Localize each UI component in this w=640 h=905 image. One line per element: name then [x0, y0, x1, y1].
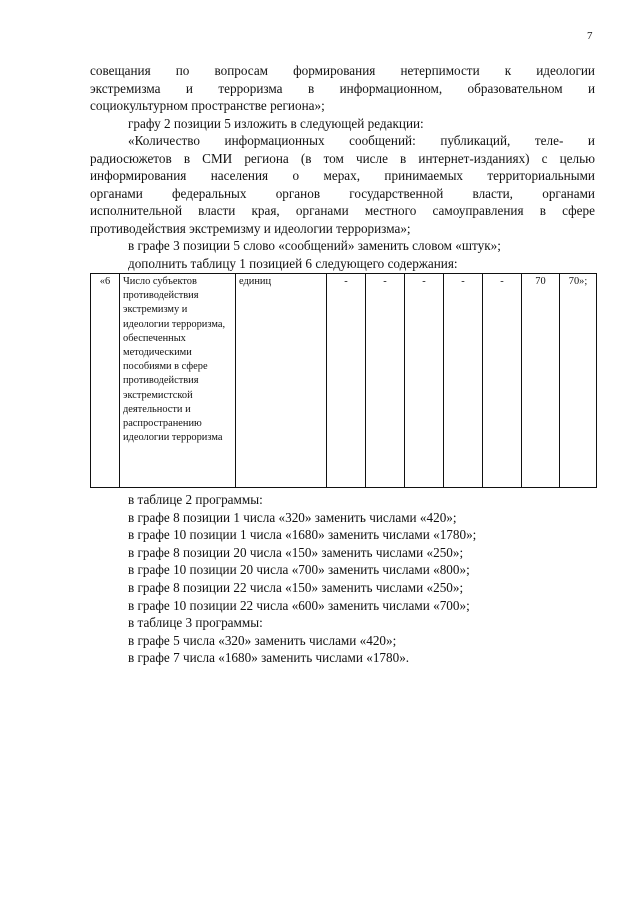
text-line: информирования населения о мерах, принимаемых территориальными	[90, 168, 595, 183]
text-line: социокультурном пространстве региона»;	[90, 98, 325, 113]
cell-col9: 70	[522, 274, 560, 488]
list-item: в графе 5 числа «320» заменить числами «420»;	[128, 632, 397, 648]
page-number: 7	[587, 30, 593, 42]
cell-col8: -	[483, 274, 522, 488]
paragraph-add-position: дополнить таблицу 1 позицией 6 следующего содержания:	[128, 255, 458, 271]
text-line: противодействия экстремизму и идеологии терроризма»;	[90, 220, 411, 236]
cell-col6: -	[405, 274, 444, 488]
list-item: в графе 10 позиции 1 числа «1680» заменить числами «1780»;	[128, 527, 477, 543]
position-6-table	[90, 273, 597, 488]
cell-number: «6	[91, 274, 120, 488]
list-item: в графе 10 позиции 20 числа «700» заменить числами «800»;	[128, 562, 470, 578]
list-item: в графе 7 числа «1680» заменить числами «1780».	[128, 650, 410, 666]
text-line: исполнительной власти края, органами местного самоуправления в сфере	[90, 203, 595, 218]
list-item: в графе 8 позиции 1 числа «320» заменить числами «420»;	[128, 509, 457, 525]
cell-unit: единиц	[236, 274, 327, 488]
table-row	[91, 274, 597, 488]
text-line: радиосюжетов в СМИ региона (в том числе в интернет-изданиях) с целью	[90, 150, 595, 166]
cell-col10: 70»;	[560, 274, 597, 488]
list-item: в таблице 3 программы:	[128, 615, 263, 631]
list-item: в графе 8 позиции 22 числа «150» заменить числами «250»;	[128, 579, 464, 595]
text-line: органами федеральных органов государственной власти, органами	[90, 185, 595, 201]
cell-col4: -	[327, 274, 366, 488]
changes-list	[128, 491, 476, 667]
paragraph-column2: графу 2 позиции 5 изложить в следующей редакции:	[128, 115, 424, 131]
text-line: совещания по вопросам формирования нетерпимости к идеологии	[90, 63, 595, 78]
cell-col7: -	[444, 274, 483, 488]
cell-description: Число субъектов противодействия экстремизму и идеологии терроризма, обеспеченных методическими пособиями в сфере противодействия экстремистской деятельности и распространению идеологии терроризма	[120, 274, 236, 488]
text-line: «Количество информационных сообщений: публикаций, теле- и	[128, 133, 595, 148]
cell-col5: -	[366, 274, 405, 488]
paragraph-column3: в графе 3 позиции 5 слово «сообщений» заменить словом «штук»;	[128, 238, 501, 253]
paragraph-meeting	[90, 62, 595, 272]
list-item: в графе 8 позиции 20 числа «150» заменить числами «250»;	[128, 544, 464, 560]
list-item: в графе 10 позиции 22 числа «600» заменить числами «700»;	[128, 597, 470, 613]
text-line: экстремизма и терроризма в информационном, образовательном и	[90, 80, 595, 96]
list-item: в таблице 2 программы:	[128, 492, 263, 507]
